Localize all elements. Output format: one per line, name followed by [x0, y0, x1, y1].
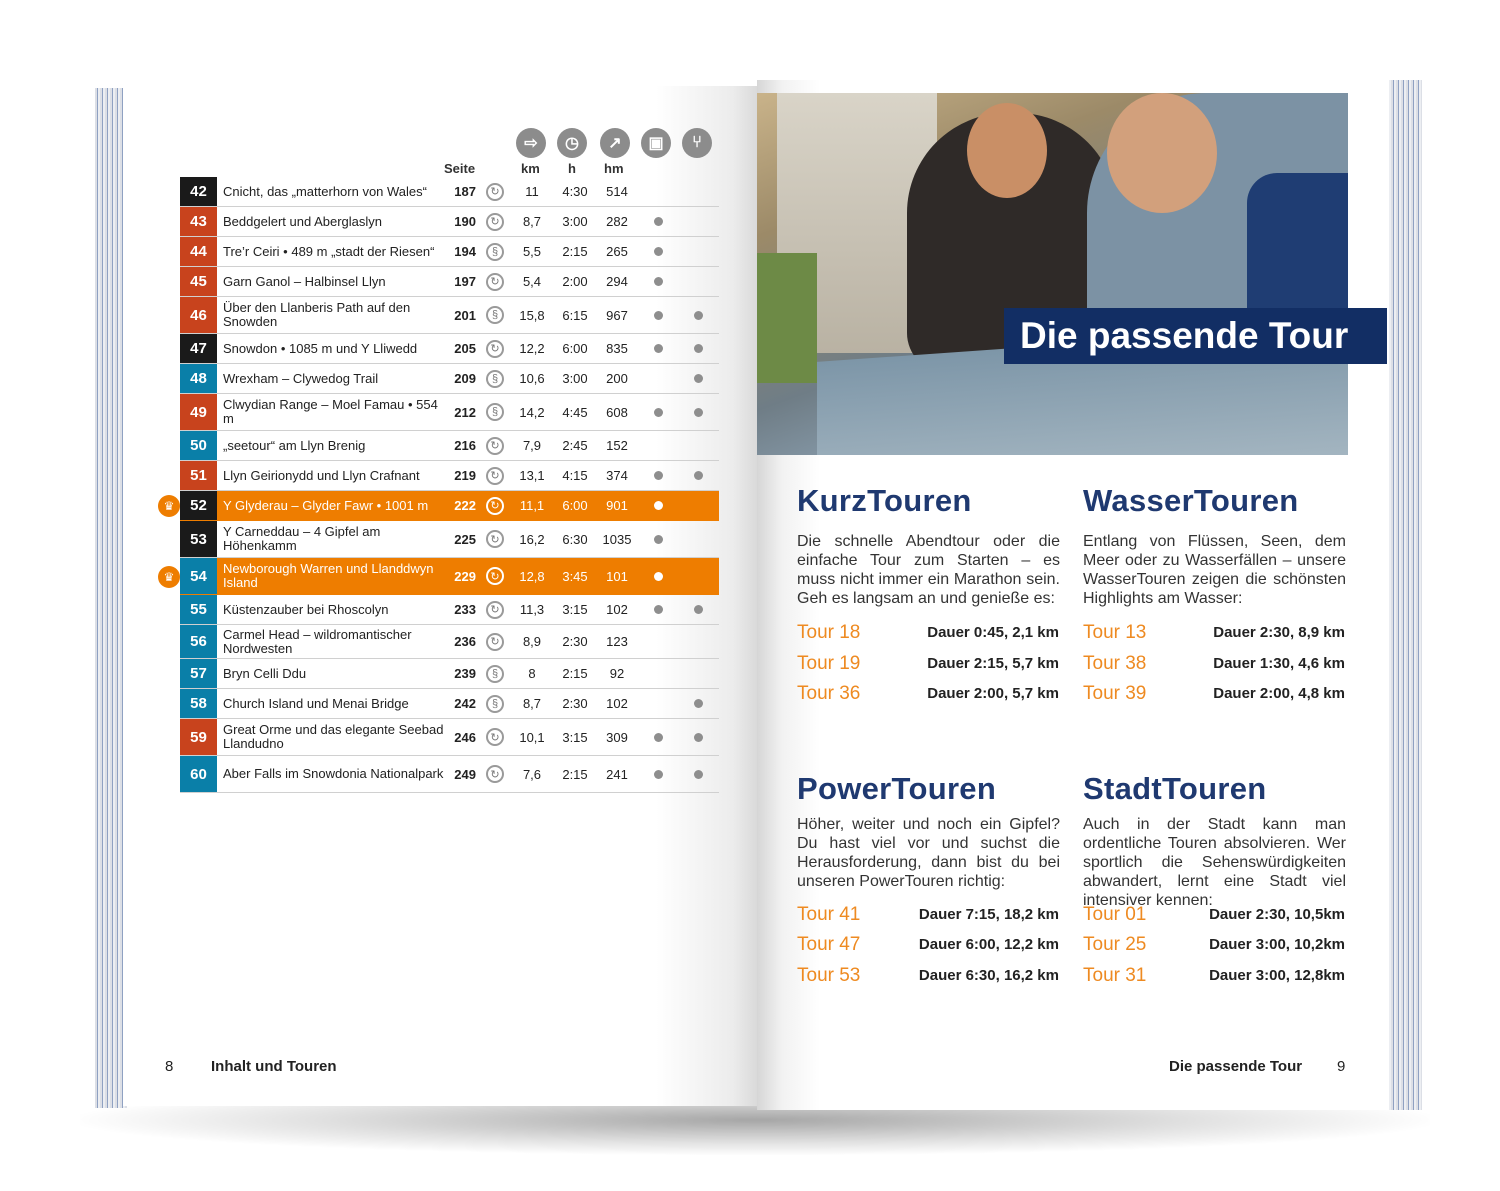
difficulty-icon: ↻	[484, 207, 506, 236]
crown-icon: ♛	[158, 495, 180, 517]
tour-number: 60	[180, 756, 217, 792]
difficulty-icon: ↻	[484, 491, 506, 520]
table-row[interactable]	[180, 334, 719, 364]
tour-hours: 2:15	[562, 766, 588, 782]
column-header-seite: Seite	[444, 161, 476, 176]
restaurant-indicator	[688, 207, 708, 236]
tour-page: 236	[454, 634, 476, 649]
tour-elevation: 309	[606, 729, 628, 745]
table-row[interactable]	[180, 521, 719, 558]
difficulty-icon: ↻	[484, 521, 506, 557]
table-row[interactable]	[180, 719, 719, 756]
tour-name: Cnicht, das „matterhorn von Wales“	[223, 183, 427, 199]
tour-page: 225	[454, 531, 476, 547]
tour-elevation: 123	[606, 634, 628, 649]
tour-number: 55	[180, 595, 217, 624]
bus-dot-icon	[654, 535, 663, 544]
tour-page: 219	[454, 468, 476, 483]
bus-indicator	[648, 177, 668, 206]
tour-km: 13,1	[519, 468, 545, 483]
bus-indicator	[648, 521, 668, 557]
bus-dot-icon	[654, 572, 663, 581]
difficulty-icon: ↻	[484, 334, 506, 363]
tour-name: Aber Falls im Snowdonia Nationalpark	[223, 766, 444, 781]
table-row[interactable]	[180, 237, 719, 267]
restaurant-dot-icon	[694, 770, 703, 779]
bus-indicator	[648, 431, 668, 460]
bus-indicator	[648, 364, 668, 393]
tour-name: Bryn Celli Ddu	[223, 665, 307, 681]
tour-number: 50	[180, 431, 217, 460]
tour-hours: 2:00	[562, 274, 588, 289]
table-row[interactable]	[180, 267, 719, 297]
ascent-arrow-icon: ↗	[600, 128, 630, 158]
difficulty-icon: ↻	[484, 719, 506, 755]
tour-elevation: 152	[606, 438, 628, 453]
table-row[interactable]	[180, 207, 719, 237]
difficulty-icon: §	[484, 659, 506, 688]
bus-dot-icon	[654, 217, 663, 226]
restaurant-indicator	[688, 558, 708, 594]
tour-hours: 3:15	[562, 729, 588, 745]
bus-dot-icon	[654, 770, 663, 779]
bus-indicator	[648, 558, 668, 594]
tour-number: 54	[180, 558, 217, 594]
section-text-stadttouren: Auch in der Stadt kann man ordentliche Touren absolvieren. Wer sportlich die Sehenswürdigkeiten abwandert, lernt eine Stadt viel intensiver kennen:	[1083, 816, 1346, 909]
difficulty-icon: §	[484, 689, 506, 718]
tour-page: 190	[454, 214, 476, 229]
table-row[interactable]	[180, 558, 719, 595]
bus-dot-icon	[654, 733, 663, 742]
tour-km: 15,8	[519, 307, 545, 323]
restaurant-indicator	[688, 237, 708, 266]
tour-elevation: 92	[609, 666, 625, 681]
tour-elevation: 294	[606, 274, 628, 289]
bus-indicator	[648, 659, 668, 688]
section-title-kurztouren: KurzTouren	[797, 483, 972, 518]
difficulty-icon: §	[484, 394, 506, 430]
restaurant-indicator	[688, 394, 708, 430]
tour-hours: 2:30	[562, 696, 588, 711]
tour-page: 239	[454, 666, 476, 681]
right-page-edge	[1386, 80, 1422, 1110]
tour-km: 5,5	[522, 244, 542, 259]
bus-dot-icon	[654, 344, 663, 353]
tour-hours: 3:00	[562, 371, 588, 386]
table-row[interactable]	[180, 689, 719, 719]
left-running-title: Inhalt und Touren	[211, 1058, 337, 1075]
tour-elevation: 835	[606, 341, 628, 356]
bus-indicator	[648, 334, 668, 363]
tour-hours: 3:45	[562, 568, 588, 584]
difficulty-icon: §	[484, 364, 506, 393]
tour-link[interactable]: Tour 31 Dauer 3:00, 12,8km	[1083, 965, 1345, 986]
tour-hours: 6:15	[562, 307, 588, 323]
restaurant-indicator	[688, 334, 708, 363]
restaurant-dot-icon	[694, 408, 703, 417]
tour-name: Great Orme und das elegante Seebad Llandudno	[223, 722, 444, 751]
table-row[interactable]	[180, 431, 719, 461]
table-row[interactable]	[180, 625, 719, 659]
tour-link[interactable]: Tour 47 Dauer 6:00, 12,2 km	[797, 934, 1059, 955]
tour-link[interactable]: Tour 41 Dauer 7:15, 18,2 km	[797, 904, 1059, 925]
bus-dot-icon	[654, 277, 663, 286]
restaurant-indicator	[688, 625, 708, 658]
tour-page: 222	[454, 498, 476, 513]
table-row[interactable]	[180, 595, 719, 625]
bus-dot-icon	[654, 605, 663, 614]
tour-link[interactable]: Tour 25 Dauer 3:00, 10,2km	[1083, 934, 1345, 955]
tour-km: 8,7	[522, 214, 542, 229]
tour-name: „seetour“ am Llyn Brenig	[223, 437, 366, 453]
tour-elevation: 101	[606, 568, 628, 584]
bus-indicator	[648, 207, 668, 236]
section-title-wassertouren: WasserTouren	[1083, 483, 1299, 518]
tour-hours: 4:45	[562, 404, 588, 420]
bus-dot-icon	[654, 471, 663, 480]
restaurant-indicator	[688, 756, 708, 792]
tour-km: 11	[525, 184, 539, 199]
bus-dot-icon	[654, 311, 663, 320]
tour-elevation: 265	[606, 244, 628, 259]
tour-km: 10,1	[519, 729, 545, 745]
tour-link[interactable]: Tour 38 Dauer 1:30, 4,6 km	[1083, 653, 1345, 674]
tour-name: Tre’r Ceiri • 489 m „stadt der Riesen“	[223, 243, 435, 259]
restaurant-indicator	[688, 297, 708, 333]
tour-link[interactable]: Tour 18 Dauer 0:45, 2,1 km	[797, 622, 1059, 643]
tour-number: 57	[180, 659, 217, 688]
tour-km: 12,8	[519, 568, 545, 584]
tour-km: 10,6	[519, 371, 545, 386]
bus-indicator	[648, 689, 668, 718]
clock-icon: ◷	[557, 128, 587, 158]
tour-number: 48	[180, 364, 217, 393]
tour-hours: 3:00	[562, 214, 588, 229]
tour-hours: 2:30	[562, 634, 588, 649]
tour-number: 58	[180, 689, 217, 718]
difficulty-icon: §	[484, 297, 506, 333]
section-text-powertouren: Höher, weiter und noch ein Gipfel? Du hast viel vor und suchst die Herausforderung, dann bist du bei unseren PowerTouren richtig:	[797, 816, 1060, 890]
restaurant-indicator	[688, 491, 708, 520]
tour-elevation: 967	[606, 307, 628, 323]
bus-indicator	[648, 756, 668, 792]
tour-name: Newborough Warren und Llanddwyn Island	[223, 561, 434, 590]
tour-elevation: 200	[606, 371, 628, 386]
table-row[interactable]	[180, 394, 719, 431]
restaurant-dot-icon	[694, 311, 703, 320]
crown-icon: ♛	[158, 566, 180, 588]
tour-name: Carmel Head – wildromantischer Nordwesten	[223, 626, 412, 656]
bus-indicator	[648, 491, 668, 520]
difficulty-icon: §	[484, 237, 506, 266]
difficulty-icon: ↻	[484, 177, 506, 206]
restaurant-indicator	[688, 719, 708, 755]
table-row[interactable]	[180, 364, 719, 394]
tour-number: 47	[180, 334, 217, 363]
tour-name: Y Glyderau – Glyder Fawr • 1001 m	[223, 497, 429, 513]
restaurant-indicator	[688, 177, 708, 206]
tour-km: 7,6	[522, 766, 542, 782]
bus-dot-icon	[654, 501, 663, 510]
restaurant-dot-icon	[694, 374, 703, 383]
restaurant-dot-icon	[694, 733, 703, 742]
restaurant-indicator	[688, 461, 708, 490]
tour-hours: 6:00	[562, 341, 588, 356]
tour-link[interactable]: Tour 19 Dauer 2:15, 5,7 km	[797, 653, 1059, 674]
tour-elevation: 901	[606, 498, 628, 513]
tour-number: 46	[180, 297, 217, 333]
table-row[interactable]	[180, 297, 719, 334]
tour-name: Beddgelert und Aberglaslyn	[223, 213, 383, 229]
tour-number: 45	[180, 267, 217, 296]
tour-elevation: 102	[606, 696, 628, 711]
difficulty-icon: ↻	[484, 431, 506, 460]
section-title-powertouren: PowerTouren	[797, 771, 997, 806]
restaurant-indicator	[688, 521, 708, 557]
right-page-number: 9	[1337, 1058, 1346, 1075]
bus-icon: ▣	[641, 128, 671, 158]
tour-km: 8	[528, 666, 536, 681]
tour-km: 12,2	[519, 341, 545, 356]
bus-indicator	[648, 297, 668, 333]
restaurant-indicator	[688, 267, 708, 296]
tour-number: 51	[180, 461, 217, 490]
tour-hours: 6:00	[562, 498, 588, 513]
tour-link[interactable]: Tour 36 Dauer 2:00, 5,7 km	[797, 683, 1059, 704]
tour-number: 49	[180, 394, 217, 430]
restaurant-indicator	[688, 659, 708, 688]
difficulty-icon: ↻	[484, 756, 506, 792]
tour-number: 52	[180, 491, 217, 520]
column-header-h: h	[568, 161, 576, 176]
tour-hours: 6:30	[562, 531, 588, 547]
bus-indicator	[648, 625, 668, 658]
tour-number: 42	[180, 177, 217, 206]
bus-indicator	[648, 461, 668, 490]
tour-link[interactable]: Tour 39 Dauer 2:00, 4,8 km	[1083, 683, 1345, 704]
tour-km: 14,2	[519, 404, 545, 420]
tour-km: 8,7	[522, 696, 542, 711]
tour-km: 5,4	[522, 274, 542, 289]
restaurant-indicator	[688, 595, 708, 624]
tour-page: 187	[454, 184, 476, 199]
bus-indicator	[648, 719, 668, 755]
tour-km: 7,9	[522, 438, 542, 453]
tour-page: 197	[454, 274, 476, 289]
tour-elevation: 282	[606, 214, 628, 229]
difficulty-icon: ↻	[484, 558, 506, 594]
right-running-title: Die passende Tour	[1169, 1058, 1303, 1075]
table-row[interactable]	[180, 491, 719, 521]
column-header-km: km	[521, 161, 540, 176]
section-title-stadttouren: StadtTouren	[1083, 771, 1267, 806]
tour-elevation: 608	[606, 404, 628, 420]
table-row[interactable]	[180, 177, 719, 207]
tour-number: 43	[180, 207, 217, 236]
tour-km: 16,2	[519, 531, 545, 547]
table-row[interactable]	[180, 756, 719, 793]
hikers-photo	[757, 93, 1348, 455]
restaurant-dot-icon	[694, 605, 703, 614]
left-page-number: 8	[165, 1058, 174, 1075]
tour-km: 11,1	[519, 498, 545, 513]
bus-indicator	[648, 394, 668, 430]
tour-page: 212	[454, 404, 476, 420]
tour-number: 56	[180, 625, 217, 658]
tour-elevation: 1035	[602, 531, 632, 547]
tour-elevation: 102	[606, 602, 628, 617]
tour-km: 11,3	[519, 602, 545, 617]
tour-hours: 3:15	[562, 602, 588, 617]
tour-name: Snowdon • 1085 m und Y Lliwedd	[223, 340, 418, 356]
tour-link[interactable]: Tour 01 Dauer 2:30, 10,5km	[1083, 904, 1345, 925]
restaurant-dot-icon	[694, 344, 703, 353]
restaurant-indicator	[688, 689, 708, 718]
tour-link[interactable]: Tour 13 Dauer 2:30, 8,9 km	[1083, 622, 1345, 643]
tour-hours: 2:15	[562, 666, 588, 681]
section-text-kurztouren: Die schnelle Abendtour oder die einfache Tour zum Starten – es muss nicht immer ein Marathon sein. Geh es langsam an und genieße es:	[797, 533, 1060, 607]
tour-page: 216	[454, 438, 476, 453]
tour-page: 201	[454, 307, 476, 323]
tour-page: 233	[454, 602, 476, 617]
difficulty-icon: ↻	[484, 267, 506, 296]
difficulty-icon: ↻	[484, 595, 506, 624]
tour-page: 205	[454, 341, 476, 356]
restaurant-indicator	[688, 431, 708, 460]
tour-elevation: 241	[606, 766, 628, 782]
tour-link[interactable]: Tour 53 Dauer 6:30, 16,2 km	[797, 965, 1059, 986]
tour-hours: 4:30	[562, 184, 588, 199]
tour-name: Garn Ganol – Halbinsel Llyn	[223, 273, 386, 289]
tour-name: Y Carneddau – 4 Gipfel am Höhenkamm	[223, 524, 381, 553]
restaurant-dot-icon	[694, 699, 703, 708]
tour-number: 53	[180, 521, 217, 557]
tour-number: 59	[180, 719, 217, 755]
tour-hours: 2:15	[562, 244, 588, 259]
section-text-wassertouren: Entlang von Flüssen, Seen, dem Meer oder zu Wasserfällen – unsere WasserTouren zeigen die schönsten Highlights am Wasser:	[1083, 533, 1346, 607]
tour-page: 249	[454, 766, 476, 782]
bus-dot-icon	[654, 408, 663, 417]
table-row[interactable]	[180, 659, 719, 689]
signpost-icon: ⇨	[516, 128, 546, 158]
tour-page: 242	[454, 696, 476, 711]
tour-name: Church Island und Menai Bridge	[223, 695, 409, 711]
page-title-banner: Die passende Tour	[1004, 308, 1387, 364]
restaurant-dot-icon	[694, 471, 703, 480]
difficulty-icon: ↻	[484, 461, 506, 490]
tour-name: Über den Llanberis Path auf den Snowden	[223, 300, 411, 329]
tour-name: Küstenzauber bei Rhoscolyn	[223, 601, 389, 617]
table-row[interactable]	[180, 461, 719, 491]
restaurant-indicator	[688, 364, 708, 393]
tour-hours: 2:45	[562, 438, 588, 453]
difficulty-icon: ↻	[484, 625, 506, 658]
tour-page: 246	[454, 729, 476, 745]
tour-name: Llyn Geirionydd und Llyn Crafnant	[223, 467, 420, 483]
bus-indicator	[648, 237, 668, 266]
tour-page: 194	[454, 244, 476, 259]
restaurant-icon: ⑂	[682, 128, 712, 158]
tour-name: Clwydian Range – Moel Famau • 554 m	[223, 397, 438, 426]
tour-elevation: 514	[606, 184, 628, 199]
tour-km: 8,9	[522, 634, 542, 649]
bus-indicator	[648, 595, 668, 624]
tour-page: 209	[454, 371, 476, 386]
tour-name: Wrexham – Clywedog Trail	[223, 370, 379, 386]
bus-dot-icon	[654, 247, 663, 256]
tour-page: 229	[454, 568, 476, 584]
tour-elevation: 374	[606, 468, 628, 483]
tour-number: 44	[180, 237, 217, 266]
column-header-hm: hm	[604, 161, 624, 176]
tour-hours: 4:15	[562, 468, 588, 483]
bus-indicator	[648, 267, 668, 296]
